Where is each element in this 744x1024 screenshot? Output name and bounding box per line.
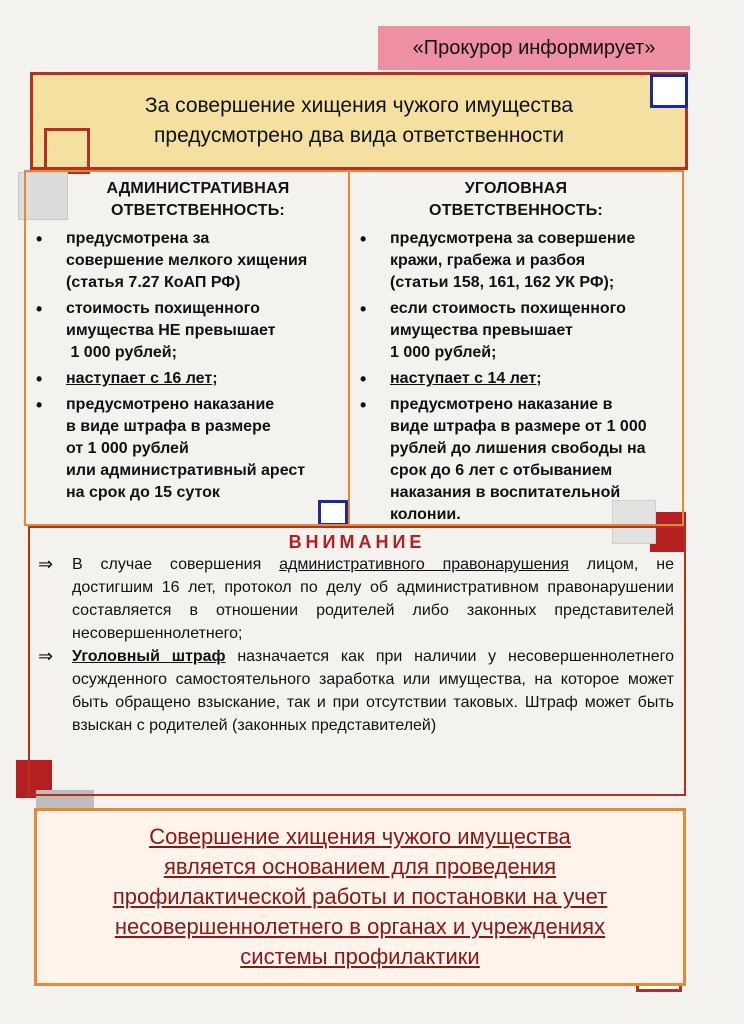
list-item-line: (статьи 158, 161, 162 УК РФ); [390,274,615,291]
list-item-line: • предусмотрено наказание в [390,396,613,413]
attention-item-2 [30,645,684,737]
list-item-line: • стоимость похищенного [66,300,260,317]
list-item [350,394,682,526]
list-item [26,394,348,504]
list-item-line: или административный арест [66,462,306,479]
list-item-line: • предусмотрено наказание [66,396,275,413]
arrow-right-icon: ⇒ [38,646,54,666]
list-item-line: • предусмотрена за совершение [390,230,636,247]
conclusion-line: Совершение хищения чужого имущества [149,824,571,849]
list-item-line: совершение мелкого хищения [66,252,308,269]
list-item [26,368,348,390]
title-line-2: предусмотрено два вида ответственности [154,124,564,147]
arrow-right-icon: ⇒ [38,554,54,574]
decor-square-red-title [44,128,90,174]
title-box [30,72,688,170]
administrative-heading-line-1: АДМИНИСТРАТИВНАЯ [106,180,290,197]
list-item-line: 1 000 рублей; [390,344,497,361]
list-item [350,298,682,364]
criminal-heading-line-2: ОТВЕТСТВЕННОСТЬ: [429,202,603,219]
list-item-line: кражи, грабежа и разбоя [390,252,586,269]
list-item [26,228,348,294]
list-item-line: от 1 000 рублей [66,440,189,457]
list-item-line: • если стоимость похищенного [390,300,626,317]
list-item-line: • наступает с 16 лет; [66,370,218,387]
administrative-column [24,170,350,526]
list-item-line: на срок до 15 суток [66,484,220,501]
conclusion-line: является основанием для проведения [163,854,557,879]
list-item-line: имущества превышает [390,322,573,339]
criminal-heading [350,178,682,222]
conclusion-line: несовершеннолетнего в органах и учреждениях [114,914,606,939]
administrative-heading [26,178,348,222]
list-item [350,368,682,390]
list-item-line: 1 000 рублей; [66,344,177,361]
list-item-line: виде штрафа в размере от 1 000 [390,418,647,435]
list-item [350,228,682,294]
list-item-line: • наступает с 14 лет; [390,370,542,387]
criminal-column [348,170,684,526]
attention-item-1 [30,553,684,645]
decor-square-blue-top [650,74,688,108]
list-item-line: наказания в воспитательной [390,484,621,501]
attention-text: лицом, не достигшим 16 лет, протокол по делу об административном правонарушении составляется в отношении родителей либо законных представителей несовершеннолетнего; [72,556,674,642]
list-item-line: рублей до лишения свободы на [390,440,646,457]
administrative-heading-line-2: ОТВЕТСТВЕННОСТЬ: [111,202,285,219]
attention-title: ВНИМАНИЕ [288,532,426,552]
list-item-line: • предусмотрена за [66,230,210,247]
list-item [26,298,348,364]
attention-text: В случае совершения [72,556,280,573]
conclusion-box [34,808,686,986]
administrative-list [26,228,348,504]
attention-text: назначается как при наличии у несовершеннолетнего осужденного самостоятельного заработка или имущества, на которое может быть обращено взыскание, так и при отсутствии таковых. Штраф может быть взыскан с родителей (законных представителей) [72,648,675,734]
list-item-line: срок до 6 лет с отбыванием [390,462,613,479]
list-item-line: имущества НЕ превышает [66,322,276,339]
criminal-list [350,228,682,526]
list-item-line: (статья 7.27 КоАП РФ) [66,274,241,291]
conclusion-line: профилактической работы и постановки на учет [112,884,608,909]
list-item-line: в виде штрафа в размере [66,418,271,435]
list-item-line: колонии. [390,506,461,523]
conclusion-line: системы профилактики [240,944,480,969]
criminal-heading-line-1: УГОЛОВНАЯ [464,180,568,197]
attention-text-underlined: Уголовный штраф [72,648,226,665]
title-line-1: За совершение хищения чужого имущества [144,94,574,117]
attention-box [28,526,686,796]
attention-text-underlined: административного правонарушения [279,556,569,573]
header-badge: «Прокурор информирует» [378,26,690,70]
